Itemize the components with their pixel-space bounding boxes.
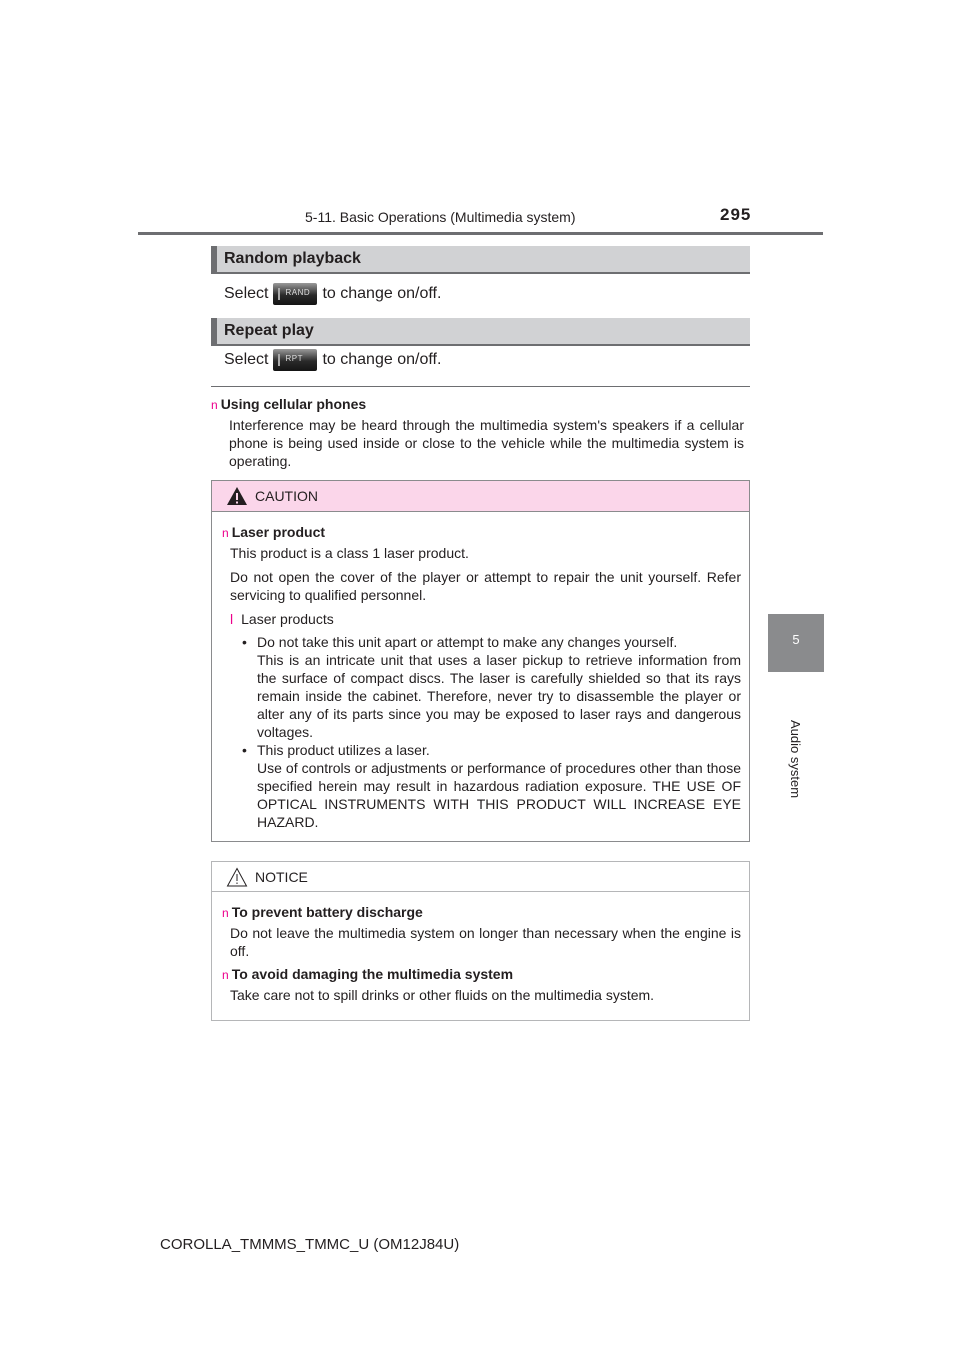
caution-p1: This product is a class 1 laser product. <box>230 545 469 561</box>
laser-dot-item-1 <box>222 633 741 741</box>
footer-model-code: COROLLA_TMMMS_TMMC_U (OM12J84U) <box>160 1236 460 1253</box>
heading-bar <box>211 318 217 344</box>
bullet-marker: n <box>222 968 229 982</box>
dot-marker: • <box>242 742 247 758</box>
laser-product-title <box>222 524 741 540</box>
battery-discharge-title <box>222 904 741 920</box>
bullet-marker: n <box>222 526 229 540</box>
instruction-text: to change on/off. <box>322 285 442 302</box>
select-word: Select <box>224 351 269 368</box>
caution-box <box>211 480 750 842</box>
heading-bar <box>211 246 217 272</box>
rpt-button-icon <box>273 349 317 371</box>
instruction-text: to change on/off. <box>322 351 442 368</box>
repeat-play-heading <box>211 318 750 346</box>
header-divider <box>138 232 823 235</box>
cellular-note-body: Interference may be heard through the multimedia system's speakers if a cellular phone is being used inside or close to the vehicle while the multimedia system is operating. <box>229 417 744 469</box>
dot1-line1: Do not take this unit apart or attempt to make any changes yourself. <box>257 634 678 650</box>
notice-items <box>222 904 741 1004</box>
dot-marker: • <box>242 634 247 650</box>
dot1-rest: This is an intricate unit that uses a laser pickup to retrieve information from the surface of compact discs. The laser is carefully shielded so that its rays remain inside the cabinet. Therefore, never try to disassemble the player or alter any of its parts since you may be exposed to laser rays and dangerous voltages. <box>257 652 741 740</box>
chapter-tab[interactable] <box>768 614 824 672</box>
battery-discharge-body: Do not leave the multimedia system on longer than necessary when the engine is off. <box>230 925 741 959</box>
avoid-damage-title <box>222 966 741 982</box>
chapter-number: 5 <box>792 632 800 647</box>
laser-product-title-text: Laser product <box>231 524 326 540</box>
dot2-line1: This product utilizes a laser. <box>257 742 430 758</box>
notice-header <box>212 862 749 892</box>
repeat-play-instruction <box>224 349 441 371</box>
section-title: 5-11. Basic Operations (Multimedia system) <box>305 209 576 225</box>
notice-label: NOTICE <box>255 869 308 885</box>
section-divider <box>211 386 750 387</box>
bullet-marker: n <box>222 906 229 920</box>
select-word: Select <box>224 285 269 302</box>
caution-p2: Do not open the cover of the player or attempt to repair the unit yourself. Refer servicing to qualified personnel. <box>230 569 741 603</box>
battery-discharge-title-text: To prevent battery discharge <box>231 904 423 920</box>
laser-dot-item-2 <box>222 741 741 831</box>
laser-product-item <box>222 524 741 831</box>
avoid-damage-title-text: To avoid damaging the multimedia system <box>231 966 514 982</box>
repeat-play-heading-text: Repeat play <box>224 322 314 339</box>
notice-box <box>211 861 750 1021</box>
random-playback-heading-text: Random playback <box>224 250 361 267</box>
rand-button-icon <box>273 283 317 305</box>
rpt-button-label: RPT <box>285 354 303 363</box>
cellular-note-title-text: Using cellular phones <box>220 396 367 412</box>
bullet-marker: n <box>211 398 218 412</box>
warning-triangle-icon <box>226 486 248 506</box>
laser-products-subitem <box>222 610 741 628</box>
rand-button-label: RAND <box>285 288 311 297</box>
random-playback-heading <box>211 246 750 274</box>
cellular-note-title <box>211 396 366 412</box>
random-playback-instruction <box>224 283 441 305</box>
chapter-label-text: Audio system <box>788 720 803 799</box>
laser-products-title: Laser products <box>241 611 334 627</box>
avoid-damage-body: Take care not to spill drinks or other fluids on the multimedia system. <box>230 987 655 1003</box>
page-number: 295 <box>720 205 752 224</box>
dot2-rest: Use of controls or adjustments or performance of procedures other than those specified herein may result in hazardous radiation exposure. THE USE OF OPTICAL INSTRUMENTS WITH THIS PRODUCT WILL INCREASE EYE HAZARD. <box>257 760 741 830</box>
caution-label: CAUTION <box>255 488 318 504</box>
caution-header <box>212 481 749 512</box>
notice-triangle-icon <box>226 867 248 887</box>
sub-bullet-marker: l <box>230 611 234 627</box>
